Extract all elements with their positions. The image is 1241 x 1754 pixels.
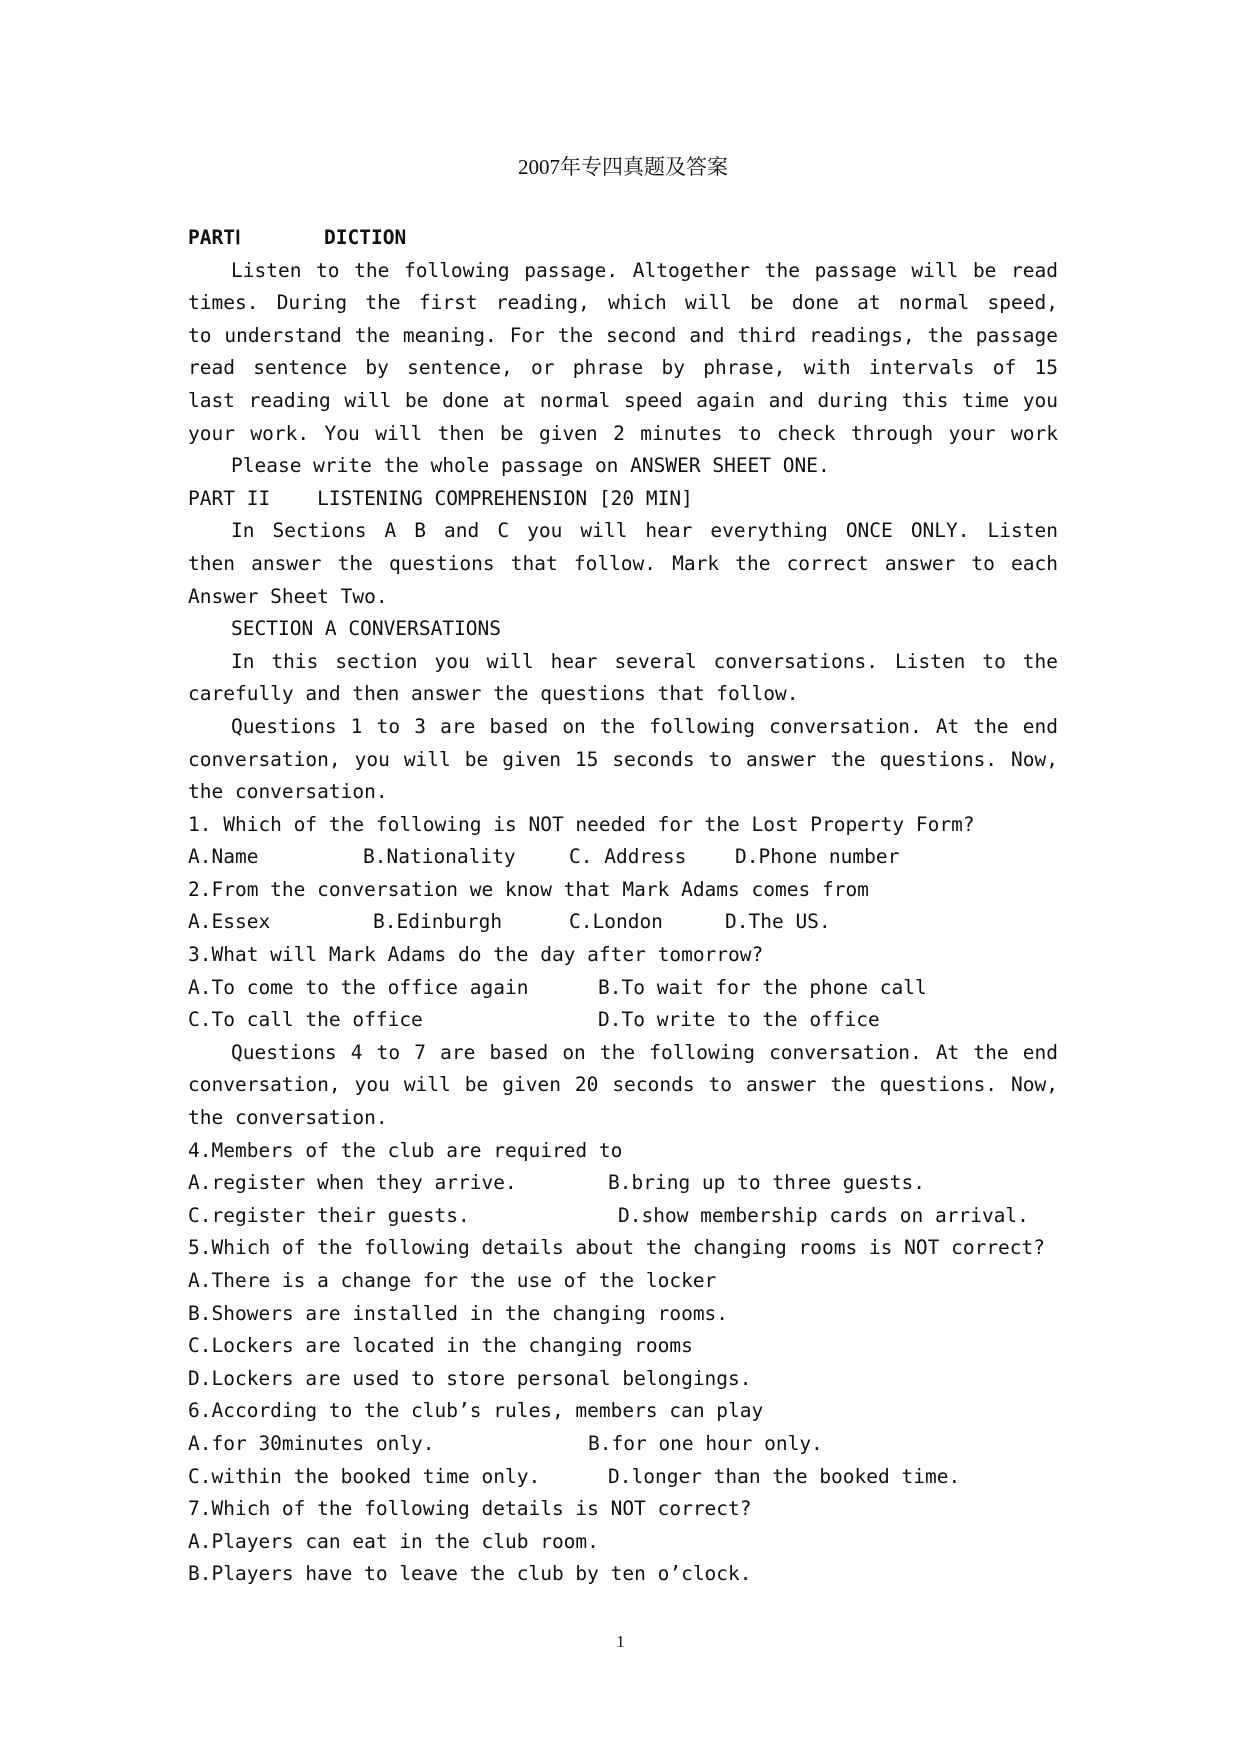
part2-text-line: then answer the questions that follow. Mark the correct answer to each: [188, 551, 1058, 575]
section-a-text-line: In this section you will hear several conversations. Listen to the: [231, 649, 1058, 673]
question-5-stem: 5.Which of the following details about the changing rooms is NOT correct?: [188, 1236, 1046, 1260]
option: D.Phone number: [735, 845, 900, 869]
question-4-options: [188, 1200, 1058, 1233]
part1-text-line: last reading will be done at normal speed again and during this time you: [188, 388, 1058, 412]
part1-write-instruction: Please write the whole passage on ANSWER SHEET ONE.: [231, 454, 830, 478]
q4-7-intro-line: Questions 4 to 7 are based on the following conversation. At the end: [231, 1040, 1058, 1064]
question-3-options: [188, 972, 1058, 1005]
option: D.To write to the office: [598, 1008, 880, 1032]
q4-7-intro-line: the conversation.: [188, 1106, 388, 1130]
part1-heading: [188, 222, 1058, 255]
option: B.Players have to leave the club by ten o’clock.: [188, 1562, 752, 1586]
question-1-stem: 1. Which of the following is NOT needed for the Lost Property Form?: [188, 812, 975, 836]
question-7-stem: 7.Which of the following details is NOT correct?: [188, 1497, 752, 1521]
option: D.Lockers are used to store personal belongings.: [188, 1366, 752, 1390]
option: D.The US.: [725, 910, 831, 934]
question-2-options: [188, 906, 1058, 939]
part1-text-line: to understand the meaning. For the second and third readings, the passage: [188, 323, 1058, 347]
question-4-stem: 4.Members of the club are required to: [188, 1138, 623, 1162]
option: B.Edinburgh: [373, 910, 503, 934]
option: B.To wait for the phone call: [598, 975, 927, 999]
q1-3-intro-line: Questions 1 to 3 are based on the following conversation. At the end: [231, 714, 1058, 738]
option: A.Essex: [188, 910, 271, 934]
part1-text-line: times. During the first reading, which will be done at normal speed,: [188, 291, 1058, 315]
part2-heading: PART II LISTENING COMPREHENSION [20 MIN]: [188, 486, 693, 510]
option: C.Lockers are located in the changing rooms: [188, 1334, 693, 1358]
option: D.longer than the booked time.: [608, 1464, 961, 1488]
option: C.London: [569, 910, 663, 934]
question-3-stem: 3.What will Mark Adams do the day after tomorrow?: [188, 943, 764, 967]
option: C. Address: [569, 845, 687, 869]
option: B.Showers are installed in the changing rooms.: [188, 1301, 729, 1325]
option: A.Name: [188, 845, 259, 869]
option: B.Nationality: [363, 845, 516, 869]
question-6-options: [188, 1461, 1058, 1494]
question-6-stem: 6.According to the club’s rules, members can play: [188, 1399, 764, 1423]
q1-3-intro-line: the conversation.: [188, 780, 388, 804]
part1-text-line: read sentence by sentence, or phrase by phrase, with intervals of 15: [188, 356, 1058, 380]
option: B.for one hour only.: [588, 1431, 823, 1455]
document-page: [188, 150, 1058, 1591]
option: A.register when they arrive.: [188, 1171, 517, 1195]
document-title: 2007年专四真题及答案: [518, 155, 728, 179]
option: C.To call the office: [188, 1008, 423, 1032]
q4-7-intro-line: conversation, you will be given 20 seconds to answer the questions. Now,: [188, 1073, 1058, 1097]
option: A.To come to the office again: [188, 975, 529, 999]
option: C.register their guests.: [188, 1203, 470, 1227]
option: C.within the booked time only.: [188, 1464, 541, 1488]
part1-text-line: Listen to the following passage. Altogether the passage will be read: [231, 258, 1058, 282]
option: A.Players can eat in the club room.: [188, 1529, 599, 1553]
section-a-text-line: carefully and then answer the questions that follow.: [188, 682, 799, 706]
question-2-stem: 2.From the conversation we know that Mark Adams comes from: [188, 877, 869, 901]
option: B.bring up to three guests.: [608, 1171, 925, 1195]
section-a-heading: SECTION A CONVERSATIONS: [231, 617, 502, 641]
question-1-options: [188, 841, 1058, 874]
option: A.for 30minutes only.: [188, 1431, 435, 1455]
part1-label: PARTⅠ: [188, 226, 241, 249]
part2-text-line: Answer Sheet Two.: [188, 584, 388, 608]
option: D.show membership cards on arrival.: [618, 1203, 1029, 1227]
question-4-options: [188, 1167, 1058, 1200]
q1-3-intro-line: conversation, you will be given 15 seconds to answer the questions. Now,: [188, 747, 1058, 771]
question-6-options: [188, 1428, 1058, 1461]
part1-text-line: your work. You will then be given 2 minutes to check through your work: [188, 421, 1058, 445]
question-3-options: [188, 1004, 1058, 1037]
part2-text-line: In Sections A B and C you will hear everything ONCE ONLY. Listen: [231, 519, 1058, 543]
page-number: 1: [616, 1632, 625, 1651]
part1-name: DICTION: [324, 226, 407, 249]
option: A.There is a change for the use of the locker: [188, 1269, 717, 1292]
